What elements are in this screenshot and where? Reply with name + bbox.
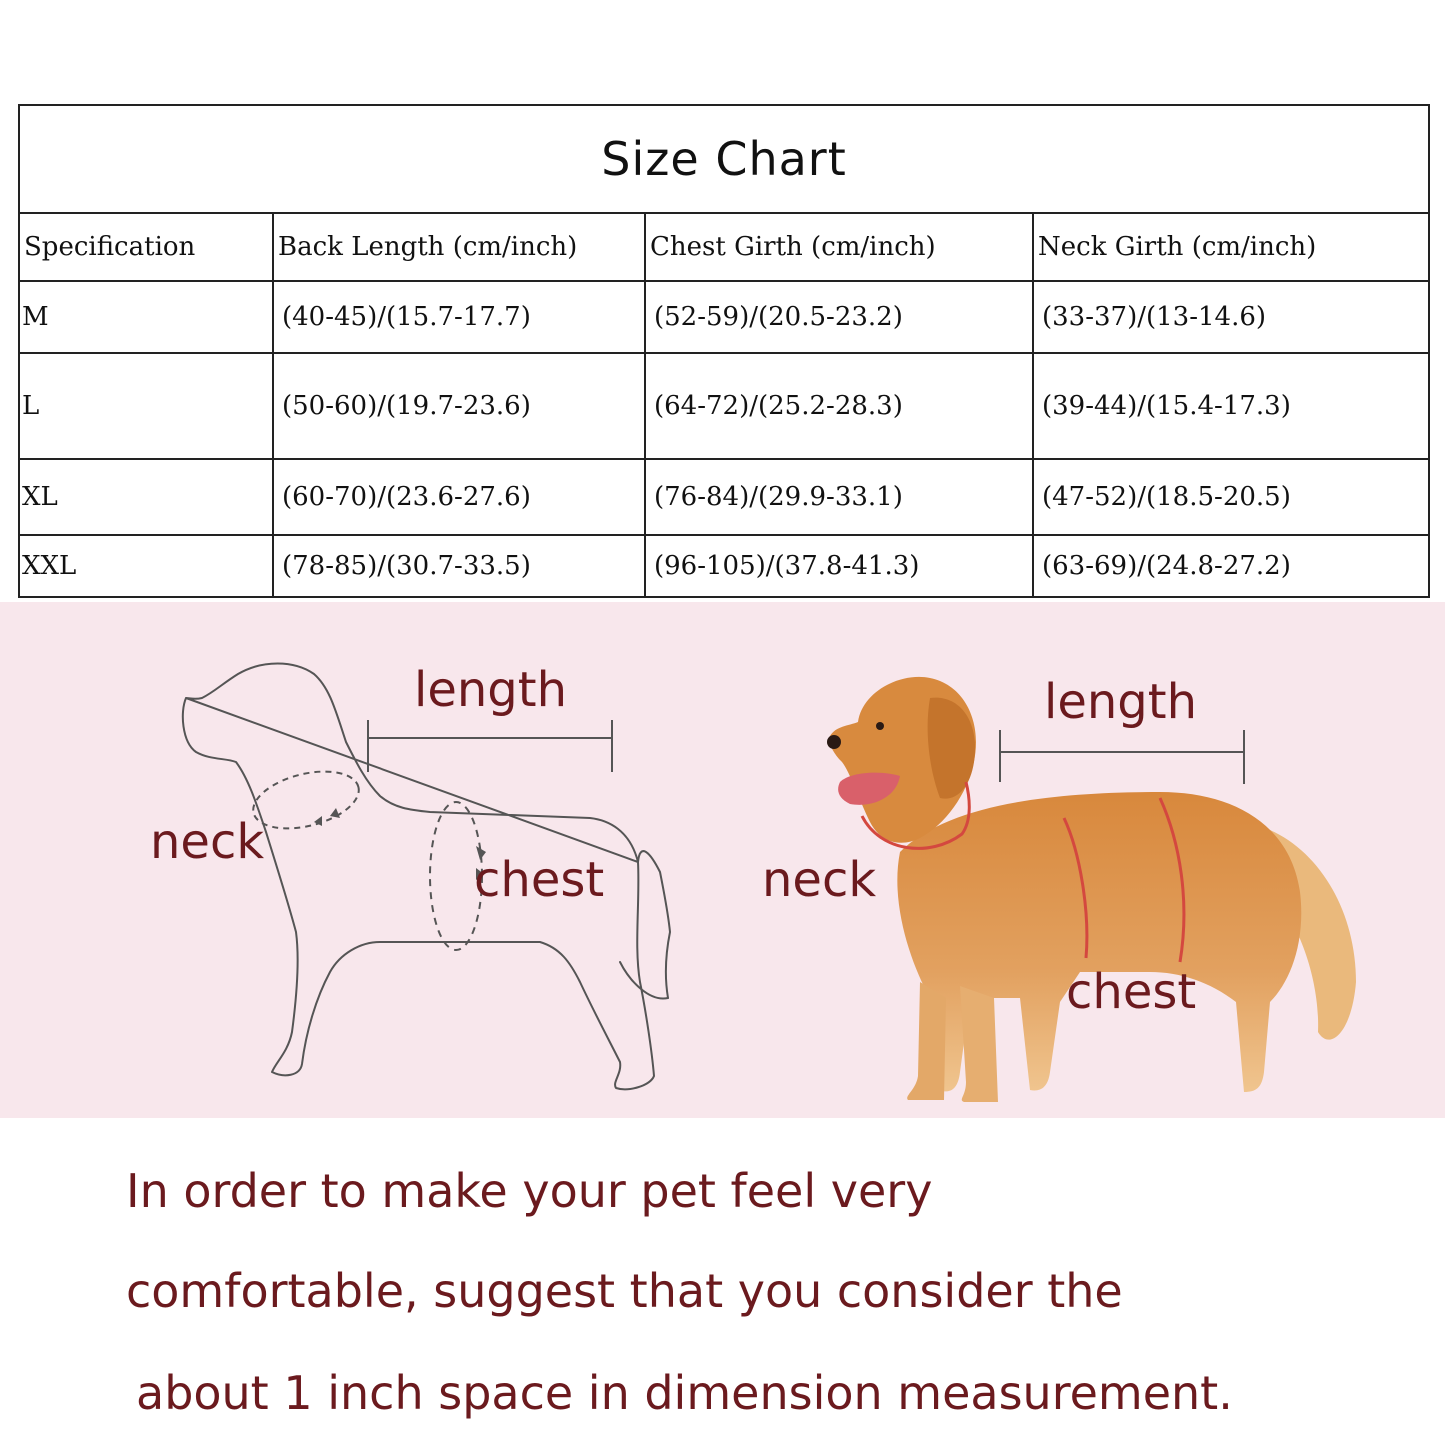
photo-neck-label: neck xyxy=(762,852,877,908)
chest-girth-cell: (76-84)/(29.9-33.1) xyxy=(645,459,1033,535)
diagram-neck-label: neck xyxy=(150,814,265,870)
table-row xyxy=(19,535,1429,597)
neck-girth-cell: (33-37)/(13-14.6) xyxy=(1033,281,1429,353)
diagram-chest-label: chest xyxy=(474,852,605,908)
size-cell: XXL xyxy=(19,535,273,597)
photo-chest-label: chest xyxy=(1066,964,1197,1020)
back-length-cell: (60-70)/(23.6-27.6) xyxy=(273,459,645,535)
header-chest-girth: Chest Girth (cm/inch) xyxy=(645,213,1033,281)
length-bracket-diagram xyxy=(368,720,612,772)
back-length-cell: (40-45)/(15.7-17.7) xyxy=(273,281,645,353)
chest-girth-cell: (64-72)/(25.2-28.3) xyxy=(645,353,1033,459)
header-specification: Specification xyxy=(19,213,273,281)
size-cell: XL xyxy=(19,459,273,535)
diagram-length-label: length xyxy=(414,662,567,718)
neck-girth-cell: (63-69)/(24.8-27.2) xyxy=(1033,535,1429,597)
size-chart-table xyxy=(18,104,1430,598)
neck-girth-cell: (47-52)/(18.5-20.5) xyxy=(1033,459,1429,535)
size-chart-title: Size Chart xyxy=(19,105,1429,213)
chest-girth-cell: (96-105)/(37.8-41.3) xyxy=(645,535,1033,597)
table-row xyxy=(19,281,1429,353)
length-bracket-photo xyxy=(1000,730,1244,784)
back-length-cell: (50-60)/(19.7-23.6) xyxy=(273,353,645,459)
neck-girth-cell: (39-44)/(15.4-17.3) xyxy=(1033,353,1429,459)
note-line-2: comfortable, suggest that you consider the xyxy=(126,1264,1123,1318)
table-row xyxy=(19,353,1429,459)
table-header-row xyxy=(19,213,1429,281)
note-line-1: In order to make your pet feel very xyxy=(126,1164,933,1218)
measurement-illustration xyxy=(0,602,1445,1118)
size-cell: M xyxy=(19,281,273,353)
photo-length-label: length xyxy=(1044,674,1197,730)
dog-photo xyxy=(827,674,1356,1102)
header-neck-girth: Neck Girth (cm/inch) xyxy=(1033,213,1429,281)
header-back-length: Back Length (cm/inch) xyxy=(273,213,645,281)
chest-girth-cell: (52-59)/(20.5-23.2) xyxy=(645,281,1033,353)
back-length-cell: (78-85)/(30.7-33.5) xyxy=(273,535,645,597)
table-row xyxy=(19,459,1429,535)
size-cell: L xyxy=(19,353,273,459)
note-line-3: about 1 inch space in dimension measurement. xyxy=(136,1366,1233,1420)
neck-arrow-icon xyxy=(314,808,340,826)
